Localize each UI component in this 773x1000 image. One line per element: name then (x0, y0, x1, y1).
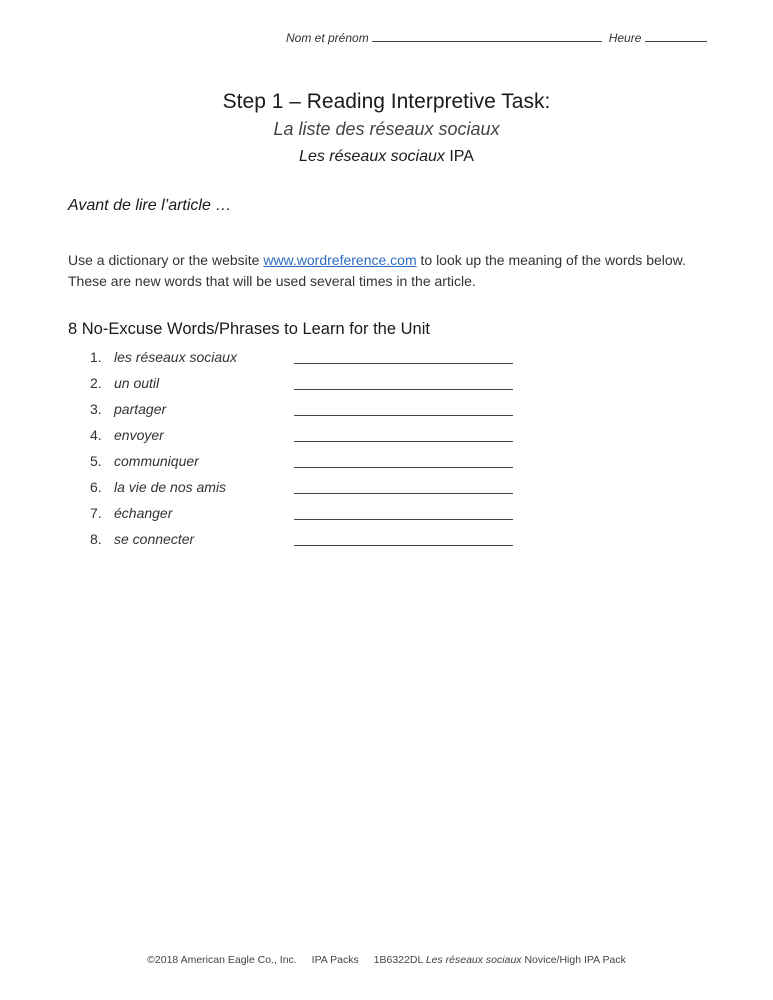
page-subtitle-ipa (0, 144, 773, 170)
ipa-title-rest: IPA (444, 148, 474, 165)
vocab-number: 8. (90, 531, 102, 547)
vocab-term: un outil (114, 375, 160, 391)
instructions-paragraph (68, 250, 688, 292)
vocab-item (68, 399, 528, 425)
answer-blank[interactable] (294, 467, 513, 468)
vocab-number: 3. (90, 401, 102, 417)
footer-title-italic: Les réseaux sociaux (425, 954, 522, 966)
vocab-number: 1. (90, 349, 102, 365)
hour-blank[interactable] (645, 30, 707, 42)
footer-title-rest: Novice/High IPA Pack (521, 954, 626, 966)
vocab-number: 4. (90, 427, 102, 443)
page-title: Step 1 – Reading Interpretive Task: (222, 90, 551, 113)
answer-blank[interactable] (294, 441, 513, 442)
vocab-term: communiquer (114, 453, 199, 469)
instructions-text-before: Use a dictionary or the website (68, 252, 264, 268)
answer-blank[interactable] (294, 545, 513, 546)
page-subtitle: La liste des réseaux sociaux (273, 119, 500, 139)
vocab-number: 2. (90, 375, 102, 391)
footer-pack: IPA Packs (311, 954, 359, 966)
instructions-text-after: to look up the meaning of the words below. These are new words that will be used several times in the article. (68, 252, 686, 289)
vocab-term: envoyer (114, 427, 164, 443)
vocab-item (68, 425, 528, 451)
title-block (0, 88, 773, 170)
vocab-item (68, 529, 528, 555)
page-footer (0, 954, 773, 966)
hour-label: Heure (608, 31, 642, 45)
name-label: Nom et prénom (286, 31, 369, 45)
vocab-term: les réseaux sociaux (114, 349, 237, 365)
footer-copyright: ©2018 American Eagle Co., Inc. (147, 954, 297, 966)
section-heading: Avant de lire l’article … (68, 197, 232, 214)
answer-blank[interactable] (294, 493, 513, 494)
wordreference-link[interactable]: www.wordreference.com (263, 252, 417, 268)
answer-blank[interactable] (294, 363, 513, 364)
answer-blank[interactable] (294, 415, 513, 416)
vocab-item (68, 373, 528, 399)
vocab-number: 6. (90, 479, 102, 495)
vocab-list (68, 347, 528, 555)
vocab-item (68, 477, 528, 503)
answer-blank[interactable] (294, 389, 513, 390)
vocab-number: 5. (90, 453, 102, 469)
list-heading: 8 No-Excuse Words/Phrases to Learn for the Unit (68, 320, 430, 338)
name-hour-header (286, 30, 706, 45)
vocab-term: la vie de nos amis (114, 479, 227, 495)
vocab-item (68, 347, 528, 373)
ipa-title-italic: Les réseaux sociaux (299, 148, 445, 165)
vocab-item (68, 503, 528, 529)
name-blank[interactable] (372, 30, 602, 42)
vocab-number: 7. (90, 505, 102, 521)
vocab-term: échanger (114, 505, 173, 521)
answer-blank[interactable] (294, 519, 513, 520)
footer-code: 1B6322DL (373, 954, 423, 966)
vocab-term: se connecter (114, 531, 195, 547)
vocab-term: partager (114, 401, 167, 417)
vocab-item (68, 451, 528, 477)
